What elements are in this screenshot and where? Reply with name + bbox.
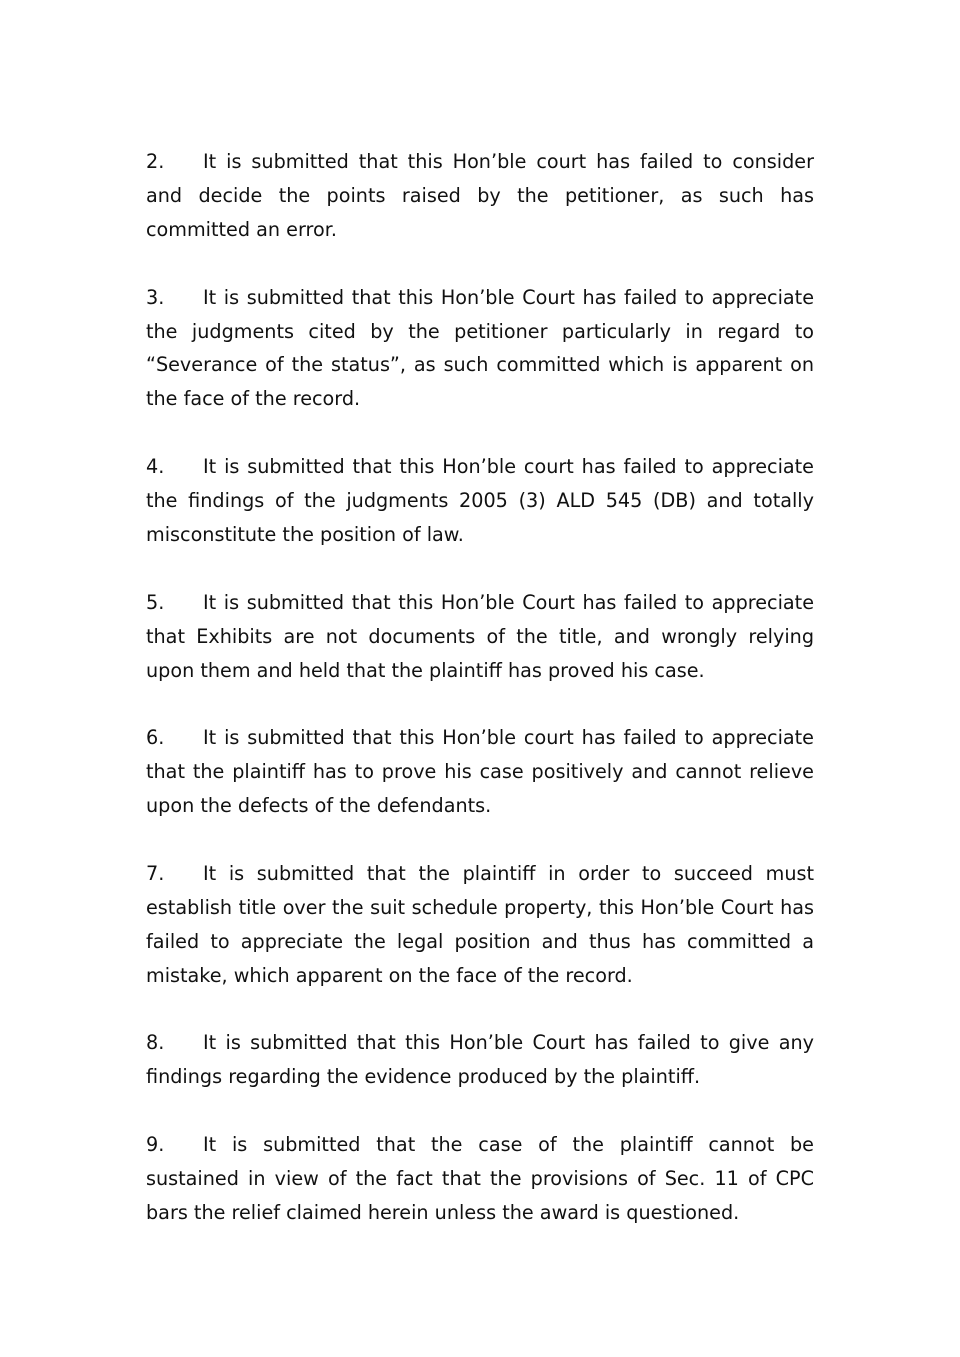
- document-body: [146, 145, 814, 1230]
- paragraph-8: [146, 1026, 814, 1094]
- paragraph-5: [146, 586, 814, 688]
- paragraph-number: 3.: [146, 285, 165, 309]
- paragraph-text: It is submitted that this Hon’ble Court has failed to appreciate the judgments cited by the petitioner particularly in regard to “Severance of the status”, as such committed which is apparent on the face of the record.: [146, 285, 814, 411]
- paragraph-number: 8.: [146, 1031, 165, 1055]
- paragraph-number: 7.: [146, 861, 165, 885]
- paragraph-text: It is submitted that this Hon’ble Court has failed to give any findings regarding the evidence produced by the plaintiff.: [146, 1031, 814, 1089]
- paragraph-3: [146, 281, 814, 417]
- paragraph-text: It is submitted that this Hon’ble court has failed to appreciate that the plaintiff has to prove his case positively and cannot relieve upon the defects of the defendants.: [146, 726, 814, 818]
- paragraph-number: 9.: [146, 1133, 165, 1157]
- paragraph-number: 5.: [146, 590, 165, 614]
- paragraph-text: It is submitted that this Hon’ble court has failed to consider and decide the points raised by the petitioner, as such has committed an error.: [146, 150, 814, 241]
- paragraph-7: [146, 857, 814, 993]
- paragraph-text: It is submitted that this Hon’ble Court has failed to appreciate that Exhibits are not documents of the title, and wrongly relying upon them and held that the plaintiff has proved his case.: [146, 590, 814, 682]
- paragraph-number: 6.: [146, 726, 165, 750]
- paragraph-number: 4.: [146, 455, 165, 479]
- paragraph-4: [146, 450, 814, 552]
- paragraph-text: It is submitted that the case of the plaintiff cannot be sustained in view of the fact that the provisions of Sec. 11 of CPC bars the relief claimed herein unless the award is questioned.: [146, 1133, 814, 1224]
- paragraph-2: [146, 145, 814, 247]
- paragraph-number: 2.: [146, 150, 165, 173]
- paragraph-text: It is submitted that this Hon’ble court has failed to appreciate the findings of the judgments 2005 (3) ALD 545 (DB) and totally misconstitute the position of law.: [146, 455, 814, 546]
- paragraph-6: [146, 721, 814, 823]
- paragraph-9: [146, 1128, 814, 1230]
- paragraph-text: It is submitted that the plaintiff in order to succeed must establish title over the suit schedule property, this Hon’ble Court has failed to appreciate the legal position and thus has committed a mistake, which apparent on the face of the record.: [146, 861, 814, 987]
